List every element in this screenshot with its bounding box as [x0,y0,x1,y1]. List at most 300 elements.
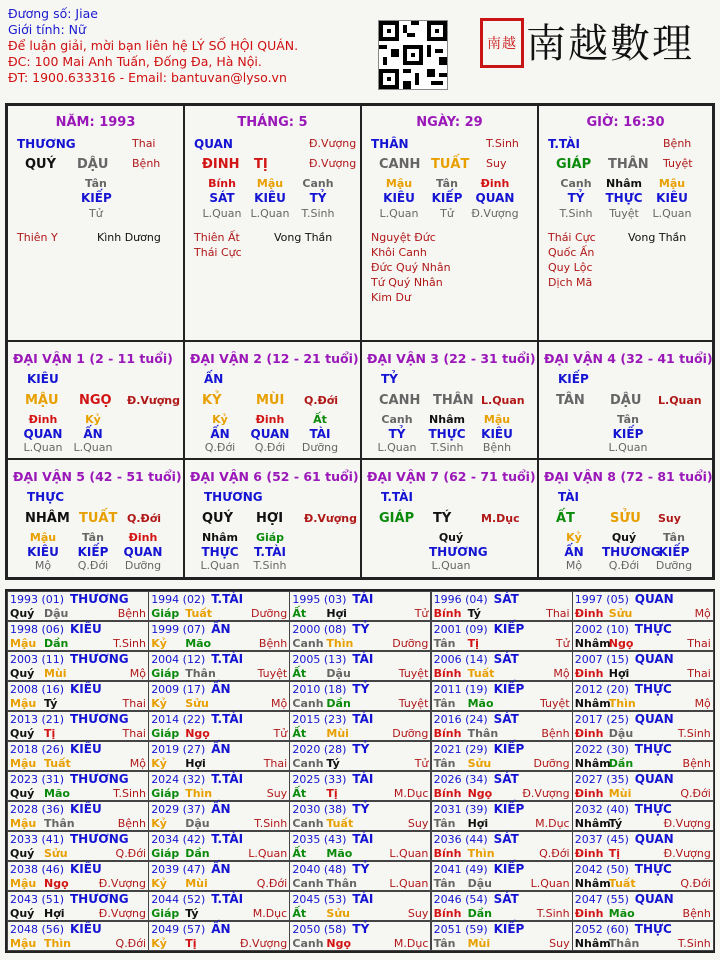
hidden-stem: Nhâm [606,177,642,190]
year-phase: Mộ [129,667,146,680]
year-phase: Đ.Vượng [663,817,711,830]
year-label: 2047 (55) [574,893,629,906]
dai-van-ten-god: THƯƠNG [204,490,263,504]
year-ten-god: TÀI [352,832,374,846]
year-label: 2003 (11) [10,653,65,666]
year-phase: Mộ [694,697,711,710]
year-label: 2001 (09) [433,623,488,636]
branch-phase: Tuyệt [663,157,693,170]
year-label: 1999 (07) [151,623,206,636]
dai-van-branch: THÂN [433,393,474,408]
heavenly-stem: ĐINH [202,157,240,172]
year-cell [431,711,573,741]
year-cell [289,591,431,621]
branch-phase: Suy [486,157,507,170]
star: Tứ Quý Nhân [371,276,443,289]
year-label: 2036 (44) [433,833,488,846]
year-branch: Thân [467,727,499,740]
hidden-phase: L.Quan [652,207,692,220]
year-cell [289,621,431,651]
dai-van-hidden-stem: Kỷ [212,413,228,426]
year-stem: Bính [433,727,462,740]
dai-van-ten-god: TÀI [558,490,580,504]
year-phase: T.Sinh [113,637,146,650]
year-cell [289,741,431,771]
year-branch: Sửu [326,907,350,920]
year-branch: Tý [608,817,623,830]
year-label: 2029 (37) [151,803,206,816]
year-cell [148,801,290,831]
year-label: 2018 (26) [10,743,65,756]
dai-van-hidden-phase: Mộ [565,559,583,572]
year-cell [7,891,149,921]
year-cell [148,891,290,921]
year-stem: Canh [292,937,324,950]
year-label: 1997 (05) [574,593,629,606]
year-label: 2015 (23) [292,713,347,726]
year-branch: Tuất [185,607,212,620]
year-ten-god: THỰC [634,922,672,936]
year-stem: Ất [292,607,307,620]
year-phase: Mộ [270,697,288,710]
dai-van-branch: TUẤT [79,511,118,526]
dai-van-hidden-stem: Ất [313,413,327,426]
year-ten-god: SÁT [493,592,519,606]
year-ten-god: THỰC [634,682,672,696]
year-branch: Mùi [608,787,632,800]
year-stem: Đinh [574,607,604,620]
year-phase: Tử [414,607,429,620]
year-stem: Mậu [10,637,37,650]
year-cell [572,621,714,651]
year-phase: Mộ [553,667,570,680]
star: Kim Dư [371,291,411,304]
year-branch: Thìn [44,937,71,950]
year-ten-god: THƯƠNG [70,892,129,906]
year-ten-god: QUAN [634,832,674,846]
hidden-ten-god: SÁT [209,191,235,205]
pillar-title: THÁNG: 5 [237,115,308,130]
year-phase: Tuyệt [539,697,570,710]
dai-van-hidden-stem: Quý [611,531,637,544]
dai-van-hidden-god: THỰC [428,427,466,441]
pillar-title: GIỜ: 16:30 [586,115,665,130]
year-cell [7,621,149,651]
year-cell [148,681,290,711]
hidden-ten-god: THỰC [605,191,643,205]
year-branch: Thìn [467,847,495,860]
stem-phase: Thai [132,137,156,150]
year-branch: Thìn [608,697,636,710]
dai-van-hidden-stem: Tân [82,531,104,544]
year-cell [148,831,290,861]
heavenly-stem: CANH [379,157,421,172]
dai-van-hidden-god: TÀI [309,427,331,441]
year-label: 2037 (45) [574,833,629,846]
year-label: 2016 (24) [433,713,488,726]
year-stem: Đinh [574,907,604,920]
year-cell [289,681,431,711]
dai-van-title: ĐẠI VẬN 8 (72 - 81 tuổi) [544,469,713,484]
year-phase: Đ.Vượng [98,907,146,920]
year-label: 2050 (58) [292,923,347,936]
year-branch: Sửu [185,697,209,710]
hidden-phase: Đ.Vượng [471,207,519,220]
dai-van-branch: HỢI [256,511,284,526]
year-ten-god: ẤN [211,682,231,696]
year-phase: Đ.Vượng [239,937,288,950]
year-stem: Đinh [574,787,604,800]
year-ten-god: T.TÀI [211,712,244,726]
hidden-phase: L.Quan [202,207,242,220]
year-branch: Tuất [326,817,354,830]
year-ten-god: THƯƠNG [70,772,129,786]
year-phase: T.Sinh [113,787,146,800]
dai-van-hidden-phase: L.Quan [73,441,113,454]
stem-phase: Bệnh [663,137,692,150]
ten-god-stem: THÂN [371,137,409,151]
year-stem: Kỷ [151,757,167,770]
ten-god-stem: T.TÀI [548,137,580,151]
year-label: 2020 (28) [292,743,347,756]
year-label: 2024 (32) [151,773,206,786]
star: Thái Cực [194,246,242,259]
star: Thiên Ất [194,231,240,244]
year-stem: Nhâm [574,757,611,770]
hidden-stem: Canh [560,177,592,190]
dai-van-stem: GIÁP [379,511,415,526]
star: Đức Quý Nhân [371,261,451,274]
year-label: 2022 (30) [574,743,629,756]
year-cell [572,891,714,921]
year-phase: Tuyệt [257,667,288,680]
year-branch: Hợi [467,817,489,830]
year-label: 2017 (25) [574,713,629,726]
dai-van-hidden-god: T.TÀI [254,545,286,559]
year-cell [431,801,573,831]
hidden-stem: Tân [436,177,458,190]
year-branch: Thìn [185,787,213,800]
dai-van-phase: Đ.Vượng [127,394,181,407]
year-branch: Thìn [326,637,354,650]
year-branch: Dần [326,697,351,710]
year-cell [289,861,431,891]
hidden-ten-god: TỶ [309,191,327,205]
dai-van-hidden-phase: Dưỡng [124,559,162,572]
year-branch: Tuất [467,667,495,680]
year-stem: Bính [433,667,462,680]
dai-van-hidden-god: THỰC [201,545,239,559]
dai-van-ten-god: KIẾP [558,372,589,386]
year-ten-god: QUAN [634,772,674,786]
year-branch: Thân [185,667,216,680]
year-stem: Giáp [151,847,180,860]
year-branch: Tuất [44,757,71,770]
year-branch: Hợi [44,907,65,920]
year-label: 2006 (14) [433,653,488,666]
year-stem: Ất [292,667,307,680]
year-label: 2046 (54) [433,893,488,906]
year-cell [148,771,290,801]
dai-van-hidden-phase: Dưỡng [301,441,339,454]
year-label: 2042 (50) [574,863,629,876]
dai-van-stem: KỶ [202,393,222,408]
year-ten-god: KIÊU [70,922,102,936]
year-label: 2014 (22) [151,713,206,726]
year-phase: Dưỡng [392,637,429,650]
hidden-phase: T.Sinh [559,207,593,220]
annual-luck-table [5,589,715,953]
dai-van-phase: Q.Đới [304,394,339,407]
hidden-ten-god: QUAN [475,191,515,205]
earthly-branch: TUẤT [431,157,470,172]
year-branch: Dần [608,757,634,770]
dai-van-stem: TÂN [556,393,585,408]
year-ten-god: T.TÀI [211,772,244,786]
pillar-title: NGÀY: 29 [416,115,483,130]
dai-van-title: ĐẠI VẬN 6 (52 - 61 tuổi) [190,469,359,484]
year-stem: Nhâm [574,877,611,890]
year-label: 2033 (41) [10,833,65,846]
year-cell [148,711,290,741]
year-ten-god: T.TÀI [211,592,244,606]
hidden-phase: Tử [89,207,103,220]
year-cell [572,711,714,741]
year-branch: Mùi [185,877,208,890]
year-cell [431,831,573,861]
year-phase: Suy [407,817,429,830]
qr-code-icon[interactable] [378,20,448,90]
year-cell [148,921,290,951]
star: Nguyệt Đức [371,231,436,244]
year-ten-god: THƯƠNG [70,832,129,846]
year-stem: Đinh [574,847,604,860]
year-branch: Tị [185,937,197,950]
year-phase: Bệnh [117,817,146,830]
year-phase: T.Sinh [254,817,288,830]
dai-van-hidden-phase: Bệnh [482,441,512,454]
year-stem: Nhâm [574,637,611,650]
year-stem: Canh [292,877,324,890]
year-stem: Tân [433,697,456,710]
year-stem: Kỷ [151,877,167,890]
year-label: 2040 (48) [292,863,347,876]
year-label: 2045 (53) [292,893,347,906]
year-stem: Kỷ [151,937,167,950]
year-phase: Q.Đới [256,877,288,890]
dai-van-ten-god: KIÊU [27,372,59,386]
year-phase: Thai [263,757,288,770]
year-label: 2008 (16) [10,683,65,696]
pillar-title: NĂM: 1993 [55,115,136,130]
year-ten-god: T.TÀI [211,892,244,906]
year-cell [572,861,714,891]
dai-van-title: ĐẠI VẬN 1 (2 - 11 tuổi) [13,351,173,366]
year-phase: Dưỡng [251,607,288,620]
dai-van-branch: DẬU [610,393,642,408]
earthly-branch: THÂN [608,157,649,172]
hidden-stem: Đinh [480,177,510,190]
year-cell [431,591,573,621]
year-cell [7,711,149,741]
year-label: 2007 (15) [574,653,629,666]
year-cell [7,831,149,861]
year-cell [289,921,431,951]
year-stem: Mậu [10,937,37,950]
year-cell [7,651,149,681]
dai-van-ten-god: THỰC [27,490,65,504]
year-ten-god: ẤN [211,862,231,876]
year-label: 2011 (19) [433,683,488,696]
dai-van-hidden-stem: Mậu [483,413,511,426]
year-phase: M.Dục [393,787,429,800]
year-ten-god: THƯƠNG [70,712,129,726]
dai-van-branch: MÙI [256,393,285,408]
year-phase: Q.Đới [115,847,146,860]
year-label: 2012 (20) [574,683,629,696]
year-ten-god: THỰC [634,622,672,636]
year-cell [289,711,431,741]
year-cell [431,891,573,921]
year-cell [431,861,573,891]
dai-van-stem: QUÝ [202,511,234,526]
hidden-ten-god: KIÊU [656,191,688,205]
year-cell [148,861,290,891]
year-ten-god: KIÊU [70,682,102,696]
year-stem: Ất [292,907,307,920]
year-phase: M.Dục [393,937,429,950]
ten-god-stem: QUAN [194,137,233,151]
year-branch: Sửu [467,757,492,770]
year-label: 2002 (10) [574,623,629,636]
year-ten-god: ẤN [211,922,231,936]
year-cell [7,921,149,951]
year-cell [148,741,290,771]
hidden-phase: L.Quan [250,207,290,220]
year-label: 2032 (40) [574,803,629,816]
year-cell [572,681,714,711]
year-label: 2031 (39) [433,803,488,816]
year-branch: Mão [44,787,70,800]
year-branch: Mùi [326,727,349,740]
year-label: 2025 (33) [292,773,347,786]
year-branch: Tị [467,637,479,650]
year-branch: Sửu [608,607,633,620]
year-cell [431,741,573,771]
year-label: 2004 (12) [151,653,206,666]
dai-van-stem: NHÂM [25,511,70,526]
year-cell [148,591,290,621]
dai-van-hidden-god: ẤN [210,427,230,441]
dai-van-hidden-god: TỶ [388,427,406,441]
dai-van-stem: MẬU [25,393,59,408]
dai-van-branch: NGỌ [79,393,112,408]
year-phase: Tử [555,637,570,650]
dai-van-hidden-stem: Tân [663,531,685,544]
year-cell [7,741,149,771]
dai-van-title: ĐẠI VẬN 4 (32 - 41 tuổi) [544,351,713,366]
year-ten-god: TÀI [352,652,374,666]
year-ten-god: TỶ [352,622,370,636]
year-cell [431,651,573,681]
year-stem: Ất [292,727,307,740]
year-label: 2027 (35) [574,773,629,786]
year-cell [572,591,714,621]
heavenly-stem: GIÁP [556,157,592,172]
year-branch: Hợi [185,757,206,770]
dai-van-hidden-phase: Dưỡng [655,559,693,572]
year-cell [572,741,714,771]
year-branch: Tý [467,607,481,620]
dai-van-hidden-god: THƯƠNG [602,545,661,559]
year-stem: Giáp [151,667,180,680]
year-stem: Quý [10,847,35,860]
year-label: 1996 (04) [433,593,488,606]
heavenly-stem: QUÝ [25,157,57,172]
owner-name: Đương số: Jiae [8,6,98,21]
year-label: 2013 (21) [10,713,65,726]
dai-van-branch: TÝ [433,511,452,526]
year-ten-god: SÁT [493,652,519,666]
dai-van-stem: ẤT [556,511,575,526]
year-stem: Canh [292,697,324,710]
year-ten-god: ẤN [211,622,231,636]
star: Kình Dương [97,231,161,244]
year-stem: Mậu [10,877,37,890]
star: Khôi Canh [371,246,427,259]
year-label: 2052 (60) [574,923,629,936]
year-branch: Tuất [608,877,636,890]
year-label: 1998 (06) [10,623,65,636]
year-label: 2039 (47) [151,863,206,876]
year-stem: Quý [10,907,35,920]
year-ten-god: THỰC [634,802,672,816]
year-label: 2041 (49) [433,863,488,876]
year-cell [572,801,714,831]
year-label: 2043 (51) [10,893,65,906]
year-cell [431,921,573,951]
dai-van-stem: CANH [379,393,421,408]
hidden-ten-god: TỶ [567,191,585,205]
hidden-ten-god: KIẾP [431,191,463,205]
year-phase: Thai [122,697,146,710]
year-branch: Dần [44,637,69,650]
year-cell [289,651,431,681]
year-branch: Dần [185,847,210,860]
year-label: 1995 (03) [292,593,347,606]
year-phase: Suy [549,937,570,950]
year-phase: Bệnh [117,607,146,620]
year-phase: Thai [546,607,570,620]
year-label: 2044 (52) [151,893,206,906]
branch-phase: Đ.Vượng [309,157,357,170]
dai-van-hidden-phase: Q.Đới [204,441,236,454]
year-ten-god: KIÊU [70,802,102,816]
dai-van-phase: Đ.Vượng [304,512,358,525]
year-phase: L.Quan [248,847,288,860]
year-cell [7,591,149,621]
year-stem: Bính [433,907,462,920]
year-stem: Giáp [151,907,180,920]
year-phase: Q.Đới [115,937,146,950]
year-phase: Q.Đới [680,787,711,800]
year-stem: Đinh [574,727,604,740]
year-label: 2019 (27) [151,743,206,756]
year-cell [572,651,714,681]
year-label: 2010 (18) [292,683,347,696]
year-cell [289,891,431,921]
year-phase: M.Dục [535,817,570,830]
